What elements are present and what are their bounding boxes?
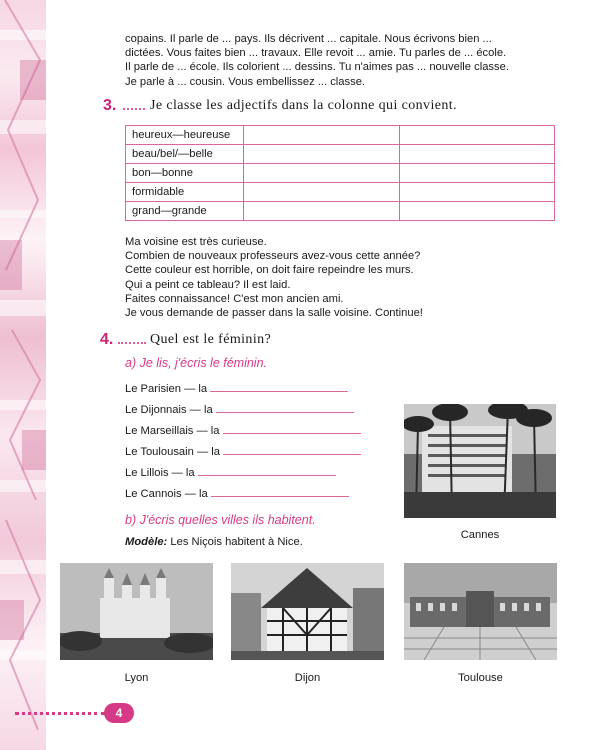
table-cell-empty[interactable] <box>399 202 555 221</box>
exercise-4-number: 4. <box>100 331 114 348</box>
table-cell-empty[interactable] <box>244 183 400 202</box>
fill-in-item <box>125 445 361 458</box>
fill-in-item <box>125 487 349 500</box>
toulouse-caption: Toulouse <box>458 672 503 684</box>
fill-in-label: Le Toulousain — la <box>125 446 220 458</box>
table-cell: heureux—heureuse <box>126 126 244 145</box>
exercise-3-title: Je classe les adjectifs dans la colonne qui convient. <box>150 98 457 113</box>
fill-in-label: Le Cannois — la <box>125 488 208 500</box>
sentence-line: Ma voisine est très curieuse. <box>125 236 267 248</box>
table-row <box>126 164 555 183</box>
table-cell-empty[interactable] <box>244 164 400 183</box>
lyon-caption: Lyon <box>124 672 149 684</box>
table-cell: formidable <box>126 183 244 202</box>
table-row <box>126 183 555 202</box>
fill-in-item <box>125 424 361 437</box>
fill-in-item <box>125 403 354 416</box>
table-cell-empty[interactable] <box>399 183 555 202</box>
sentence-line: Je vous demande de passer dans la salle voisine. Continue! <box>125 307 423 320</box>
exercise-4a-instruction: a) Je lis, j'écris le féminin. <box>125 356 268 370</box>
fill-in-label: Le Marseillais — la <box>125 425 220 437</box>
table-row <box>126 145 555 164</box>
dijon-caption: Dijon <box>294 672 321 684</box>
fill-in-label: Le Dijonnais — la <box>125 404 213 416</box>
intro-line: copains. Il parle de ... pays. Ils décrivent ... capitale. Nous écrivons bien ... <box>125 33 492 45</box>
table-row <box>126 202 555 221</box>
fill-in-label: Le Lillois — la <box>125 467 195 479</box>
cannes-caption: Cannes <box>460 529 500 541</box>
table-cell: bon—bonne <box>126 164 244 183</box>
intro-line: dictées. Vous faites bien ... travaux. Elle revoit ... amie. Tu parles de ... école. <box>125 47 507 60</box>
cannes-photo <box>404 404 556 518</box>
sentence-line: Cette couleur est horrible, on doit faire repeindre les murs. <box>125 264 414 277</box>
table-cell-empty[interactable] <box>244 126 400 145</box>
answer-line[interactable] <box>216 403 354 413</box>
table-cell-empty[interactable] <box>244 145 400 164</box>
intro-paragraph <box>125 32 509 89</box>
model-text: Les Niçois habitent à Nice. <box>167 536 303 548</box>
model-label: Modèle: <box>125 536 168 548</box>
answer-line[interactable] <box>198 466 336 476</box>
sentence-line: Faites connaissance! C'est mon ancien ami. <box>125 292 344 305</box>
exercise-3-number: 3. <box>103 97 117 114</box>
lyon-photo <box>60 563 213 660</box>
answer-line[interactable] <box>211 487 349 497</box>
table-cell-empty[interactable] <box>399 164 555 183</box>
exercise-4b-instruction: b) J'écris quelles villes ils habitent. <box>125 513 316 527</box>
exercise-3-dots <box>123 108 145 110</box>
answer-line[interactable] <box>223 445 361 455</box>
dijon-photo <box>231 563 384 660</box>
table-cell-empty[interactable] <box>244 202 400 221</box>
fill-in-item <box>125 466 336 479</box>
exercise-4-title: Quel est le féminin? <box>150 332 272 347</box>
table-cell: beau/bel/—belle <box>126 145 244 164</box>
adjective-table <box>125 125 555 221</box>
intro-line: Je parle à ... cousin. Vous embellissez ... classe. <box>125 75 366 88</box>
table-cell: grand—grande <box>126 202 244 221</box>
model-sentence <box>125 536 303 548</box>
sentence-line: Qui a peint ce tableau? Il est laid. <box>125 278 291 291</box>
strip-pattern <box>0 0 46 750</box>
answer-line[interactable] <box>223 424 361 434</box>
table-cell-empty[interactable] <box>399 126 555 145</box>
fill-in-item <box>125 382 348 395</box>
table-cell-empty[interactable] <box>399 145 555 164</box>
decorative-side-strip <box>0 0 46 750</box>
answer-line[interactable] <box>210 382 348 392</box>
page-number: 4 <box>104 703 134 723</box>
intro-line: Il parle de ... école. Ils colorient ... dessins. Tu n'aimes pas ... nouvelle classe. <box>125 61 509 74</box>
table-row <box>126 126 555 145</box>
fill-in-label: Le Parisien — la <box>125 383 208 395</box>
page-number-dots <box>15 712 105 715</box>
toulouse-photo <box>404 563 557 660</box>
sentence-line: Combien de nouveaux professeurs avez-vous cette année? <box>125 250 421 263</box>
sentences-paragraph <box>125 235 423 320</box>
exercise-4-dots <box>118 342 146 344</box>
